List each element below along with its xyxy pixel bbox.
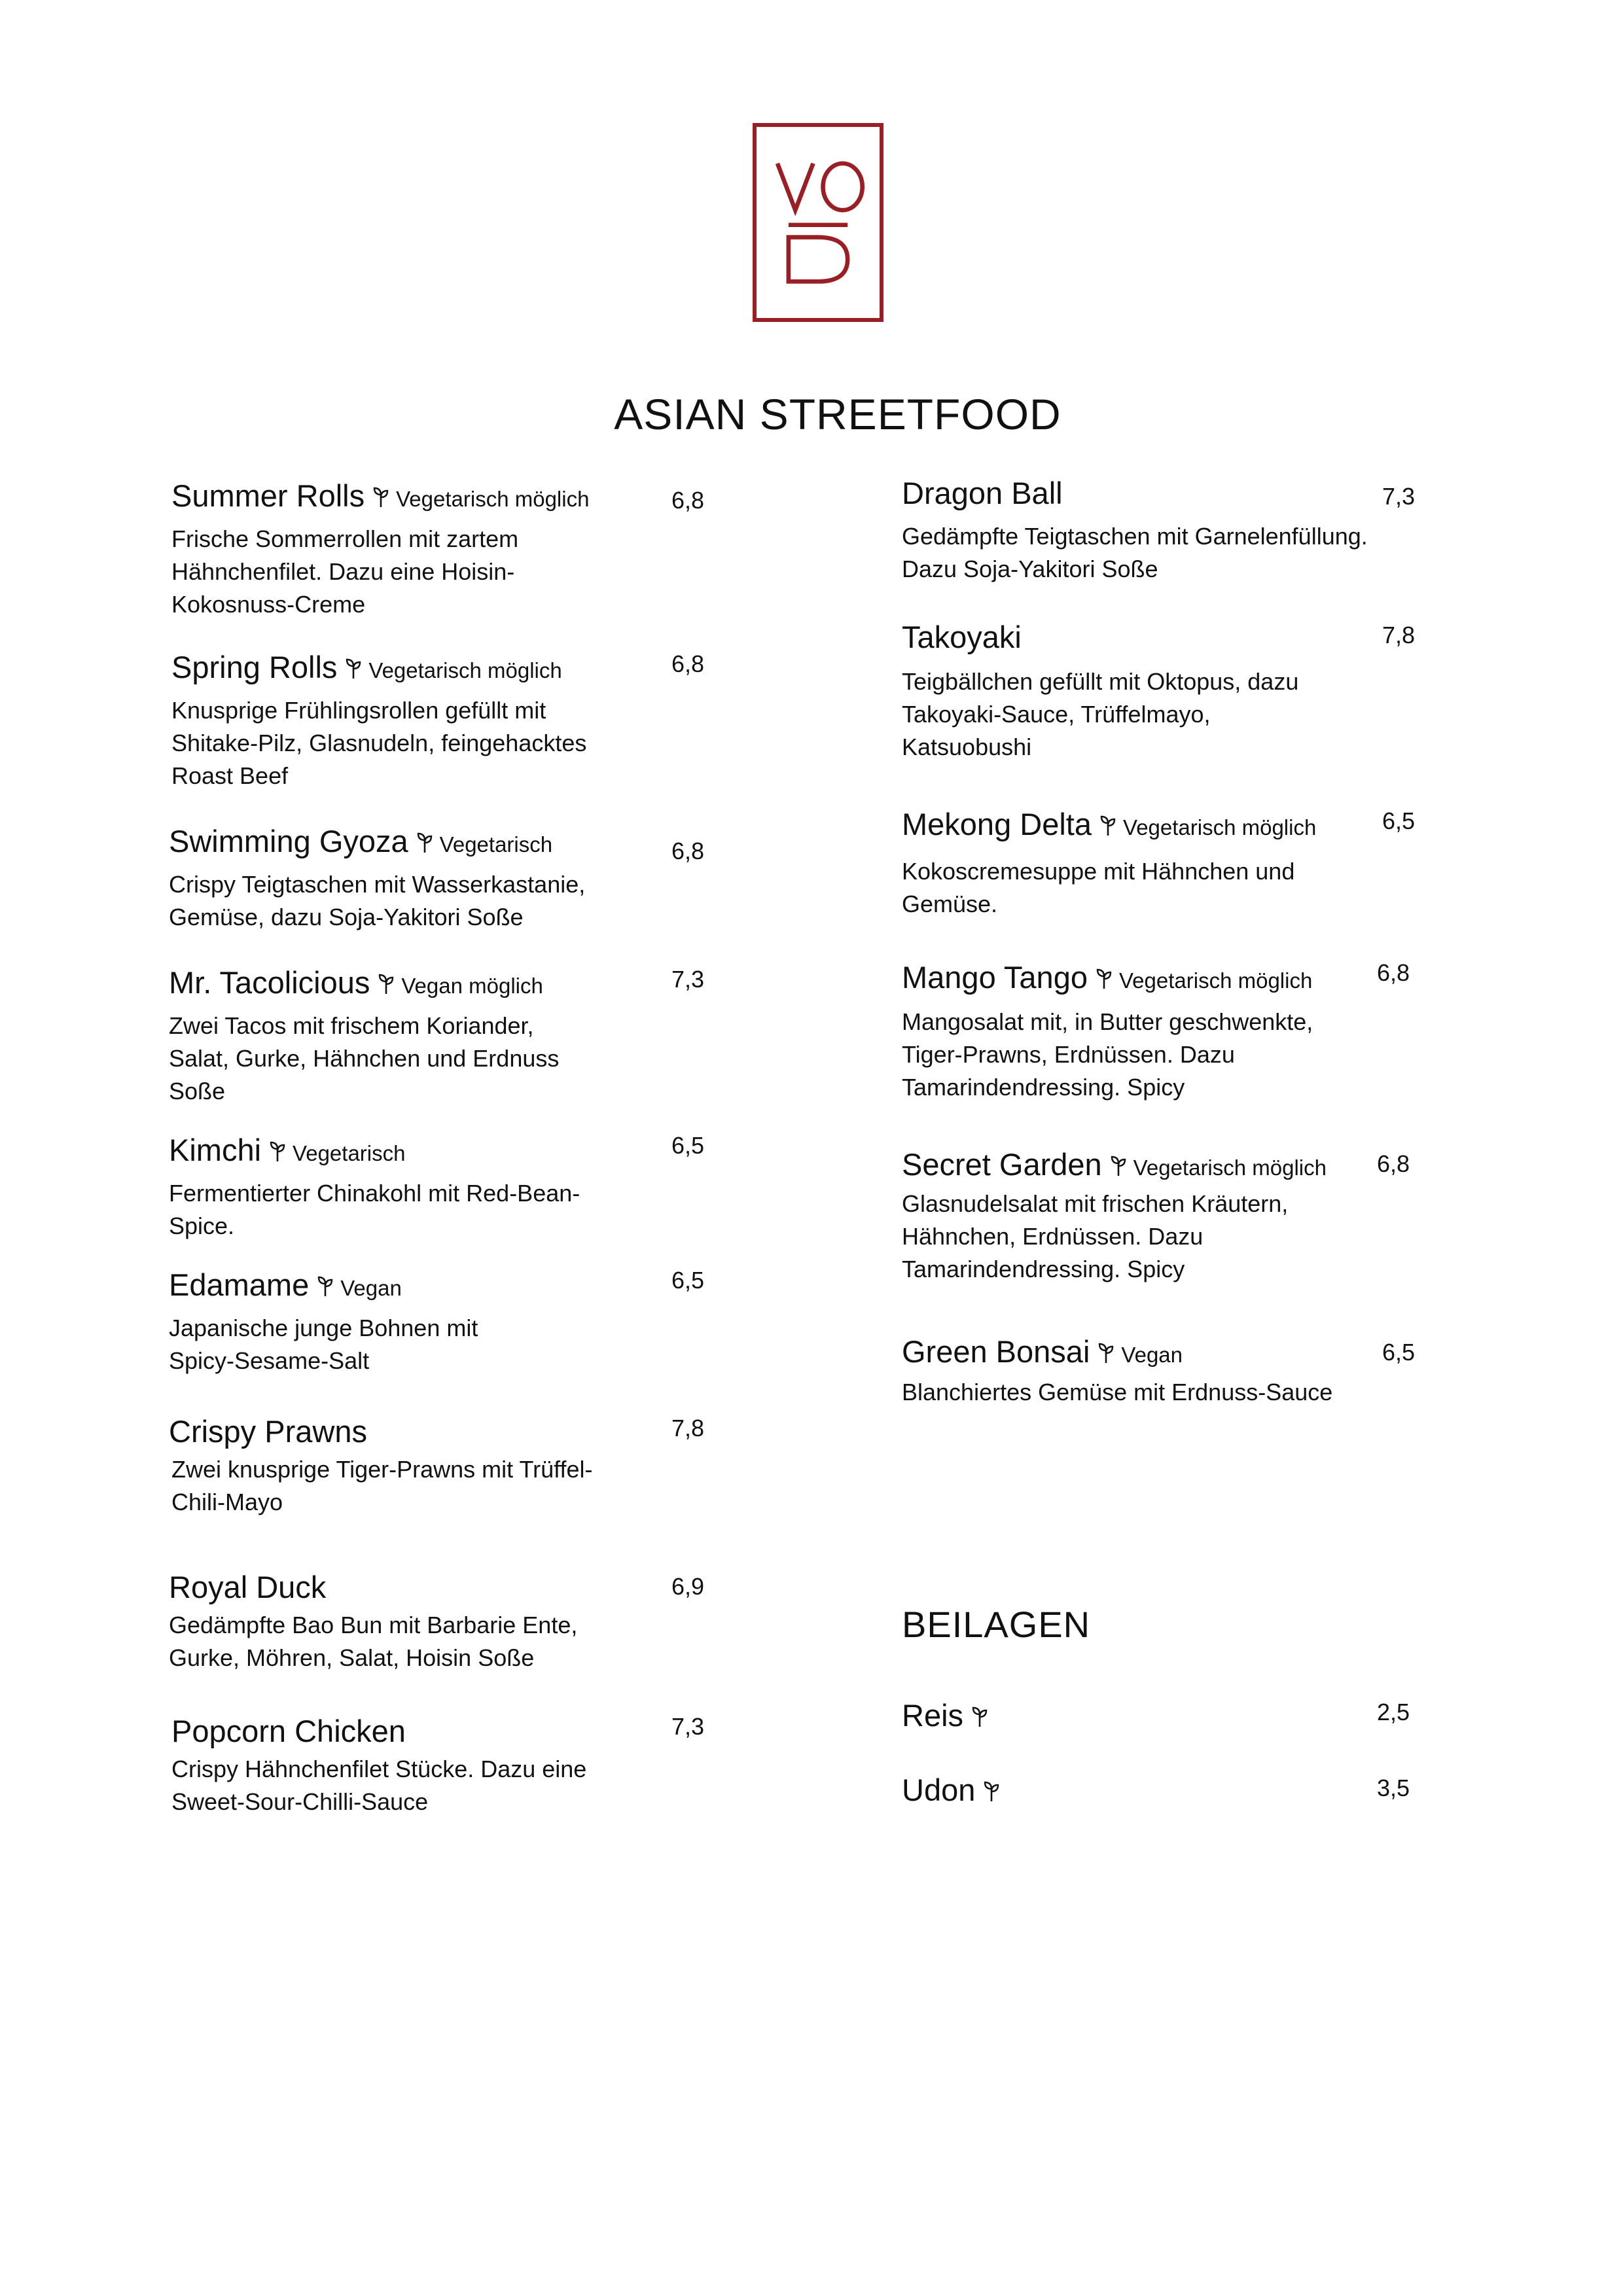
sprout-icon [345, 658, 362, 679]
menu-item-royal-duck [169, 1572, 577, 1674]
menu-item-popcorn-chicken [171, 1716, 586, 1818]
menu-item-takoyaki [902, 622, 1298, 764]
item-tag: Vegetarisch [293, 1141, 406, 1165]
item-description: Fermentierter Chinakohl mit Red-Bean- Spice. [169, 1180, 580, 1239]
item-price: 7,3 [671, 966, 705, 993]
side-item-reis [902, 1700, 988, 1731]
item-tag: Vegan [340, 1276, 402, 1300]
item-name: Secret Garden [902, 1147, 1102, 1182]
side-item-udon [902, 1775, 1000, 1805]
item-price: 6,9 [671, 1573, 705, 1600]
item-price: 7,3 [1382, 483, 1416, 510]
menu-item-mr-tacolicious [169, 967, 559, 1108]
item-tag: Vegan [1121, 1343, 1183, 1367]
item-name: Udon [902, 1773, 976, 1807]
item-description: Kokoscremesuppe mit Hähnchen und Gemüse. [902, 858, 1295, 917]
menu-item-mango-tango [902, 962, 1313, 1104]
sprout-icon [317, 1276, 334, 1297]
item-tag: Vegetarisch möglich [1123, 815, 1317, 839]
sprout-icon [1096, 968, 1113, 989]
sprout-icon [1110, 1156, 1127, 1176]
menu-item-crispy-prawns [169, 1416, 593, 1519]
item-description: Mangosalat mit, in Butter geschwenkte, Tiger-Prawns, Erdnüssen. Dazu Tamarindendressing. Spicy [902, 1008, 1313, 1101]
item-description: Crispy Teigtaschen mit Wasserkastanie, Gemüse, dazu Soja-Yakitori Soße [169, 871, 586, 930]
item-name: Green Bonsai [902, 1334, 1090, 1369]
item-name: Spring Rolls [171, 650, 338, 684]
item-name: Kimchi [169, 1133, 262, 1167]
item-description: Glasnudelsalat mit frischen Kräutern, Hähnchen, Erdnüssen. Dazu Tamarindendressing. Spicy [902, 1190, 1289, 1282]
item-price: 6,8 [671, 650, 705, 677]
item-tag: Vegetarisch möglich [396, 487, 590, 511]
item-name: Mekong Delta [902, 807, 1092, 841]
item-name: Reis [902, 1698, 964, 1733]
vod-logo-mark [757, 127, 880, 318]
menu-item-summer-rolls [171, 480, 589, 621]
item-description: Zwei knusprige Tiger-Prawns mit Trüffel- Chili-Mayo [171, 1456, 593, 1515]
sprout-icon [1097, 1343, 1115, 1364]
sprout-icon [416, 832, 433, 853]
menu-item-swimming-gyoza [169, 826, 585, 934]
item-name: Swimming Gyoza [169, 824, 408, 858]
item-description: Frische Sommerrollen mit zartem Hähnchenfilet. Dazu eine Hoisin- Kokosnuss-Creme [171, 525, 519, 618]
menu-item-edamame [169, 1269, 478, 1377]
item-tag: Vegetarisch möglich [368, 658, 562, 682]
sprout-icon [372, 487, 389, 508]
item-tag: Vegetarisch möglich [1133, 1156, 1327, 1180]
item-name: Dragon Ball [902, 476, 1063, 510]
item-name: Summer Rolls [171, 478, 365, 513]
item-price: 6,8 [1377, 1150, 1410, 1177]
menu-item-green-bonsai [902, 1336, 1332, 1409]
item-name: Crispy Prawns [169, 1414, 367, 1449]
item-name: Takoyaki [902, 620, 1022, 654]
menu-item-secret-garden [902, 1149, 1327, 1286]
item-price: 2,5 [1377, 1699, 1410, 1725]
item-price: 6,5 [671, 1132, 705, 1159]
item-price: 6,5 [1382, 807, 1416, 834]
item-description: Crispy Hähnchenfilet Stücke. Dazu eine Sweet-Sour-Chilli-Sauce [171, 1756, 587, 1815]
page-title: ASIAN STREETFOOD [614, 390, 1061, 438]
item-description: Gedämpfte Bao Bun mit Barbarie Ente, Gurke, Möhren, Salat, Hoisin Soße [169, 1612, 578, 1671]
item-description: Teigbällchen gefüllt mit Oktopus, dazu Takoyaki-Sauce, Trüffelmayo, Katsuobushi [902, 668, 1299, 760]
item-price: 7,3 [671, 1713, 705, 1740]
item-price: 6,8 [671, 838, 705, 864]
item-name: Royal Duck [169, 1570, 327, 1604]
logo [753, 123, 883, 322]
menu-item-dragon-ball [902, 478, 1368, 586]
item-name: Popcorn Chicken [171, 1714, 406, 1748]
item-tag: Vegan möglich [401, 974, 543, 998]
sprout-icon [971, 1706, 988, 1727]
item-price: 6,8 [1377, 959, 1410, 986]
item-price: 3,5 [1377, 1775, 1410, 1801]
sprout-icon [269, 1141, 286, 1162]
item-price: 6,8 [671, 487, 705, 514]
sprout-icon [378, 974, 395, 995]
item-tag: Vegetarisch möglich [1118, 968, 1313, 993]
menu-item-kimchi [169, 1135, 580, 1243]
sprout-icon [1099, 815, 1116, 836]
item-tag: Vegetarisch [439, 832, 553, 857]
menu-item-mekong-delta [902, 809, 1316, 921]
item-name: Mango Tango [902, 960, 1088, 995]
menu-item-spring-rolls [171, 652, 586, 792]
item-name: Mr. Tacolicious [169, 965, 370, 1000]
item-description: Gedämpfte Teigtaschen mit Garnelenfüllung. Dazu Soja-Yakitori Soße [902, 523, 1368, 582]
item-description: Zwei Tacos mit frischem Koriander, Salat, Gurke, Hähnchen und Erdnuss Soße [169, 1012, 560, 1104]
item-price: 6,5 [671, 1267, 705, 1294]
item-description: Japanische junge Bohnen mit Spicy-Sesame-Salt [169, 1315, 478, 1374]
sprout-icon [983, 1781, 1000, 1802]
item-description: Blanchiertes Gemüse mit Erdnuss-Sauce [902, 1379, 1333, 1405]
item-price: 7,8 [671, 1415, 705, 1441]
section-title-beilagen: BEILAGEN [902, 1604, 1091, 1645]
item-price: 6,5 [1382, 1339, 1416, 1366]
item-price: 7,8 [1382, 622, 1416, 648]
item-name: Edamame [169, 1267, 310, 1302]
item-description: Knusprige Frühlingsrollen gefüllt mit Shitake-Pilz, Glasnudeln, feingehacktes Roast Beef [171, 697, 587, 789]
